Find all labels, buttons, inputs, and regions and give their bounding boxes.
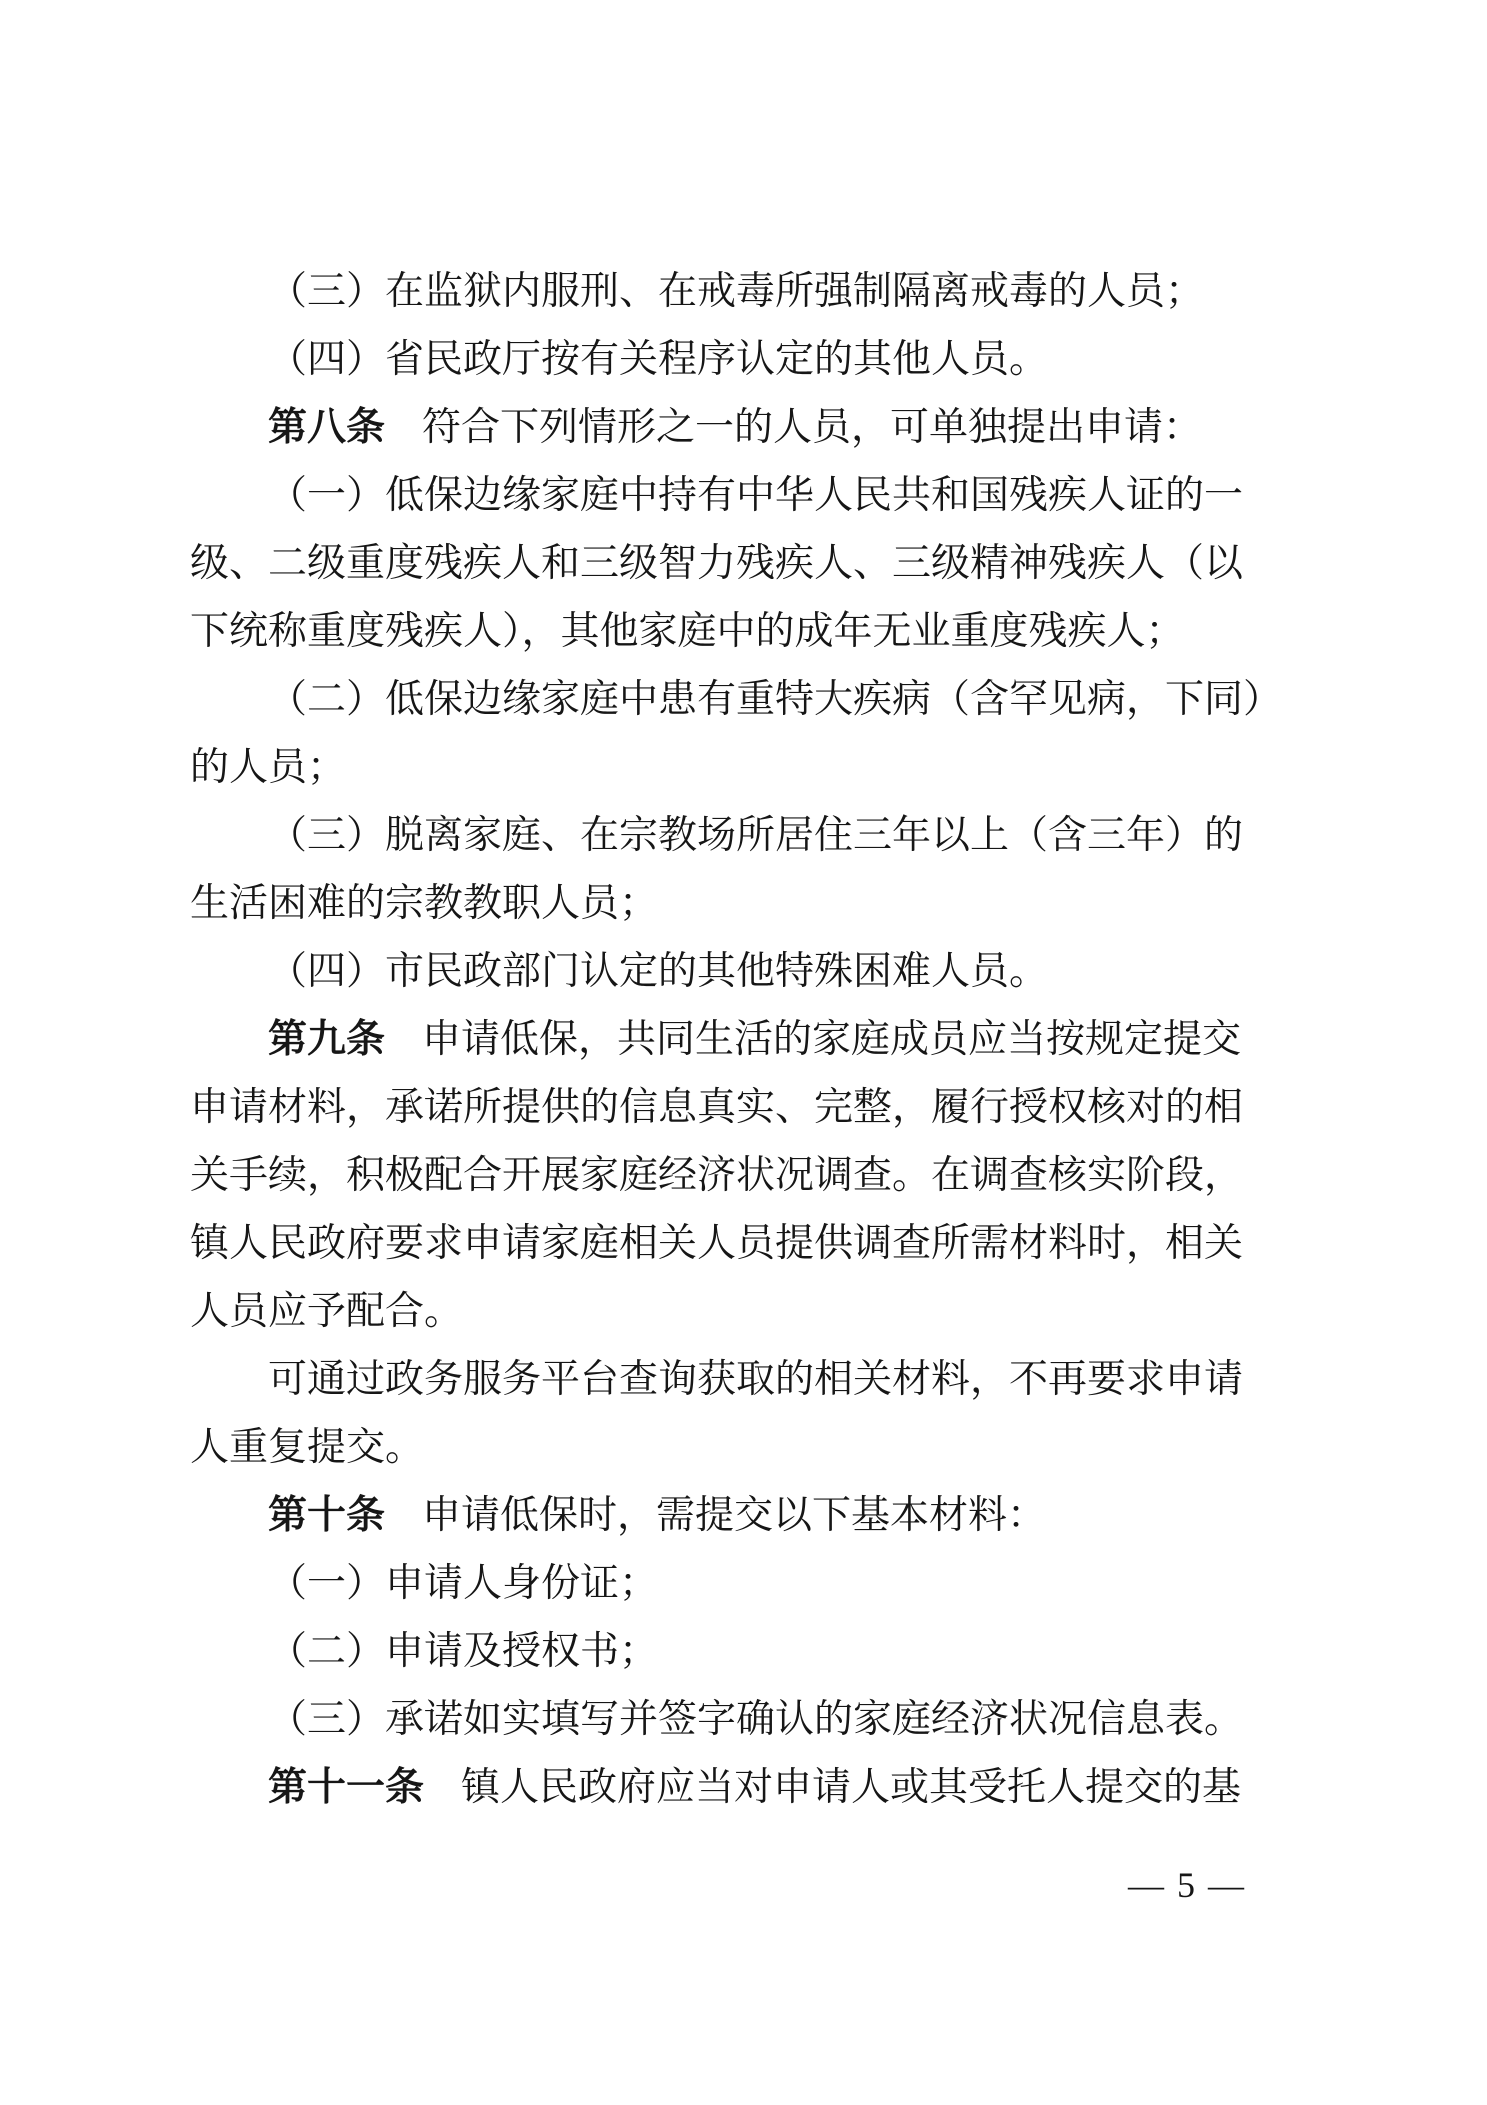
text-line bbox=[190, 1550, 1246, 1618]
line-text: 生活困难的宗教教职人员； bbox=[190, 882, 659, 925]
line-text: 级、二级重度残疾人和三级智力残疾人、三级精神残疾人（以 bbox=[190, 542, 1244, 585]
text-line-article-11 bbox=[190, 1754, 1246, 1822]
line-text: 可通过政务服务平台查询获取的相关材料，不再要求申请 bbox=[268, 1358, 1244, 1401]
text-line bbox=[190, 666, 1283, 734]
line-text: （三）在监狱内服刑、在戒毒所强制隔离戒毒的人员； bbox=[268, 270, 1205, 313]
document-body bbox=[190, 258, 1283, 1822]
text-line bbox=[190, 530, 1246, 598]
line-text: （四）市民政部门认定的其他特殊困难人员。 bbox=[268, 950, 1049, 993]
line-text: （三）承诺如实填写并签字确认的家庭经济状况信息表。 bbox=[268, 1698, 1244, 1741]
line-text: 符合下列情形之一的人员，可单独提出申请： bbox=[422, 406, 1203, 449]
line-text: 申请低保，共同生活的家庭成员应当按规定提交 bbox=[422, 1018, 1242, 1061]
text-line bbox=[190, 1142, 1246, 1210]
text-line bbox=[190, 258, 1246, 326]
text-line bbox=[190, 1346, 1246, 1414]
text-line bbox=[190, 462, 1246, 530]
text-line bbox=[190, 734, 1246, 802]
line-text: （三）脱离家庭、在宗教场所居住三年以上（含三年）的 bbox=[268, 814, 1244, 857]
article-number: 第九条 bbox=[268, 1018, 386, 1061]
text-line bbox=[190, 1414, 1246, 1482]
text-line-article-10 bbox=[190, 1482, 1246, 1550]
text-line-article-9 bbox=[190, 1006, 1246, 1074]
article-number: 第十条 bbox=[268, 1494, 386, 1537]
page-number: — 5 — bbox=[1128, 1865, 1246, 1905]
line-text: 镇人民政府应当对申请人或其受托人提交的基 bbox=[461, 1766, 1242, 1809]
text-line bbox=[190, 326, 1246, 394]
line-text: （一）低保边缘家庭中持有中华人民共和国残疾人证的一 bbox=[268, 474, 1244, 517]
text-line bbox=[190, 870, 1246, 938]
line-text: 申请材料，承诺所提供的信息真实、完整，履行授权核对的相 bbox=[190, 1086, 1244, 1129]
line-text: 关手续，积极配合开展家庭经济状况调查。在调查核实阶段， bbox=[190, 1154, 1244, 1197]
text-line bbox=[190, 1278, 1246, 1346]
text-line bbox=[190, 938, 1246, 1006]
line-text: 申请低保时，需提交以下基本材料： bbox=[422, 1494, 1047, 1537]
text-line bbox=[190, 598, 1246, 666]
text-line bbox=[190, 802, 1246, 870]
text-line bbox=[190, 1074, 1246, 1142]
text-line bbox=[190, 1210, 1246, 1278]
line-text: （四）省民政厅按有关程序认定的其他人员。 bbox=[268, 338, 1049, 381]
line-text: 人重复提交。 bbox=[190, 1426, 425, 1469]
line-text: 镇人民政府要求申请家庭相关人员提供调查所需材料时，相关 bbox=[190, 1222, 1244, 1265]
line-text: 的人员； bbox=[190, 746, 347, 789]
line-text: （一）申请人身份证； bbox=[268, 1562, 659, 1605]
text-line bbox=[190, 1686, 1246, 1754]
article-number: 第十一条 bbox=[268, 1766, 425, 1809]
line-text: 人员应予配合。 bbox=[190, 1290, 464, 1333]
page-footer bbox=[190, 1851, 1246, 1919]
text-line bbox=[190, 1618, 1246, 1686]
text-line-article-8 bbox=[190, 394, 1246, 462]
line-text: （二）申请及授权书； bbox=[268, 1630, 659, 1673]
article-number: 第八条 bbox=[268, 406, 386, 449]
line-text: 下统称重度残疾人），其他家庭中的成年无业重度残疾人； bbox=[190, 610, 1185, 653]
line-text: （二）低保边缘家庭中患有重特大疾病（含罕见病，下同） bbox=[268, 678, 1283, 721]
